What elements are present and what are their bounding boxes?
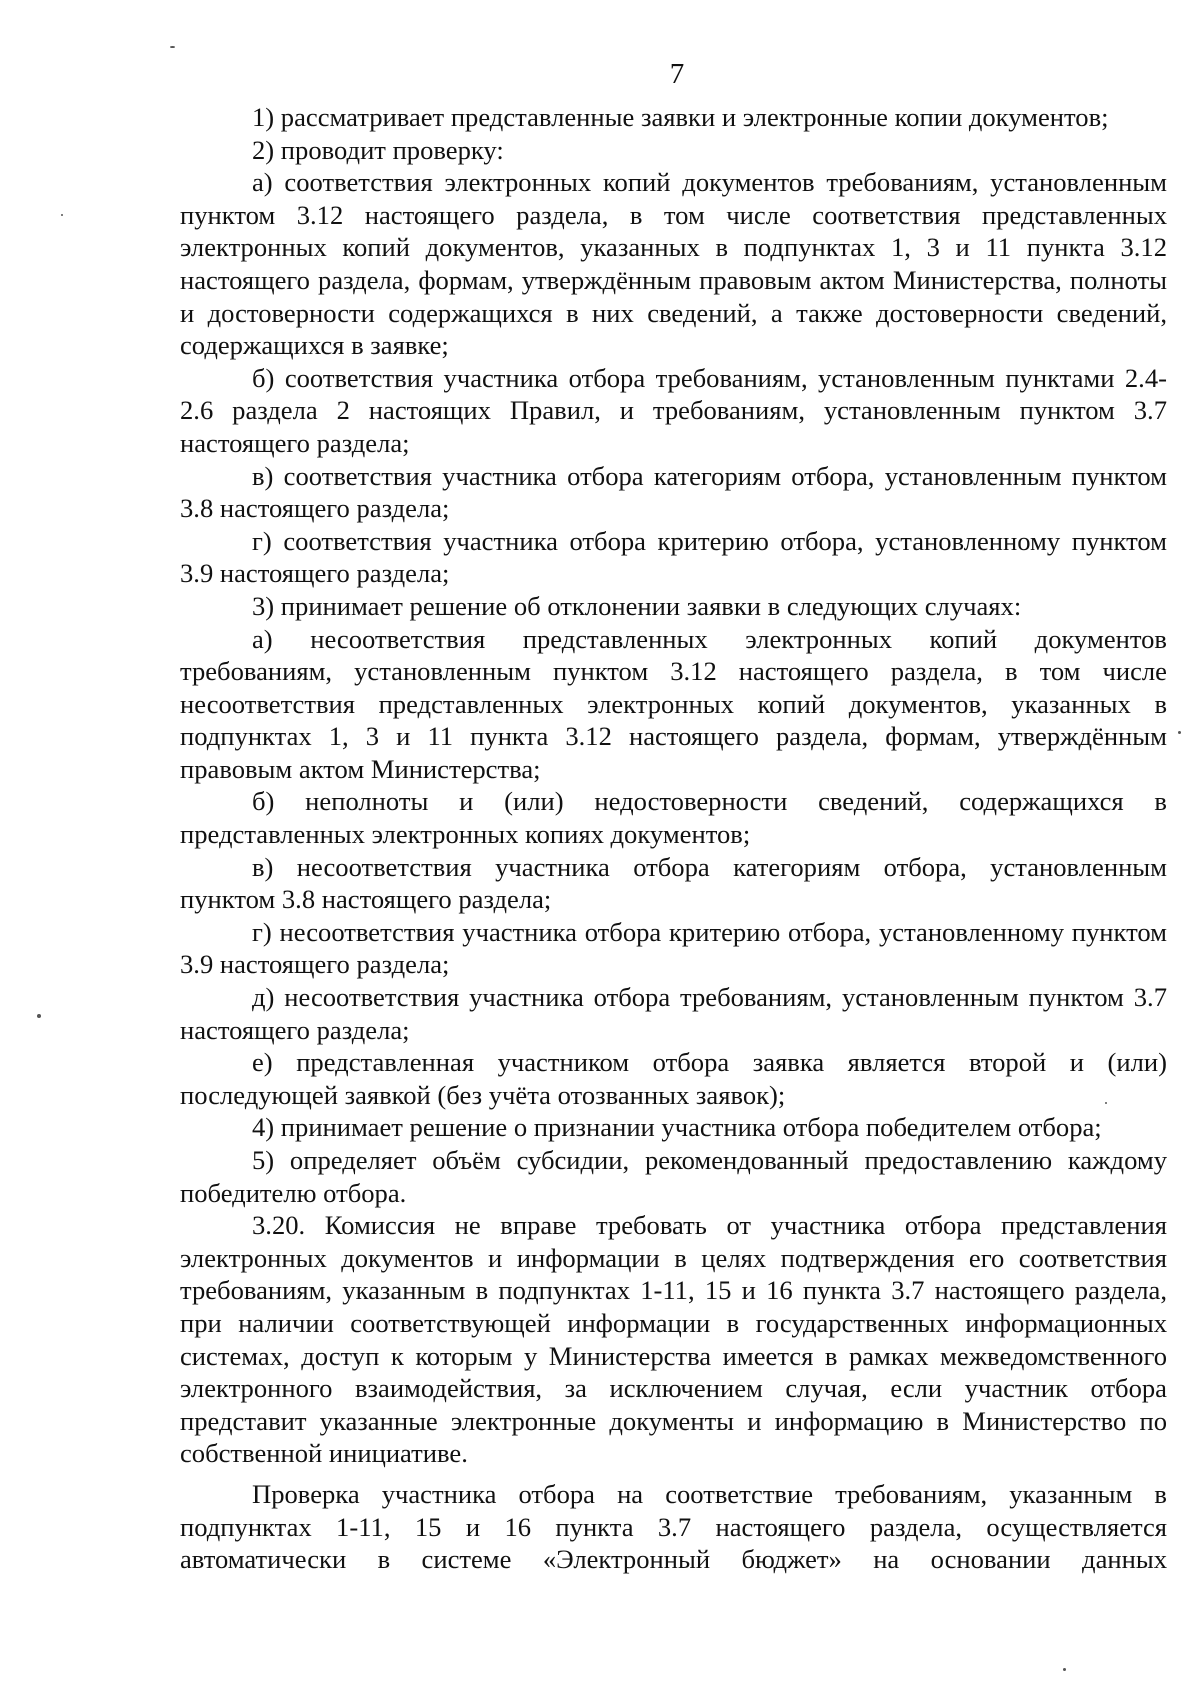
paragraph: в) несоответствия участника отбора категориям отбора, установленным пунктом 3.8 настоящего раздела; — [180, 851, 1167, 915]
paragraph: е) представленная участником отбора заявка является второй и (или) последующей заявкой (без учёта отозванных заявок); — [180, 1047, 1167, 1110]
paragraph: 1) рассматривает представленные заявки и электронные копии документов; — [252, 102, 1109, 132]
paragraph: 2) проводит проверку: — [252, 134, 504, 165]
document-body — [180, 101, 1167, 1576]
paragraph: б) соответствия участника отбора требованиям, установленным пунктами 2.4-2.6 раздела 2 настоящих Правил, и требованиям, установленным пунктом 3.7 настоящего раздела; — [180, 362, 1167, 458]
scan-speck — [1178, 731, 1181, 734]
paragraph: 3) принимает решение об отклонении заявки в следующих случаях: — [252, 590, 1022, 621]
scan-speck — [37, 1014, 41, 1018]
paragraph: г) несоответствия участника отбора критерию отбора, установленному пунктом 3.9 настоящего раздела; — [180, 916, 1167, 980]
paragraph: 3.20. Комиссия не вправе требовать от участника отбора представления электронных документов и информации в целях подтверждения его соответствия требованиям, указанным в подпунктах 1-11, 15 и 16 пункта 3.7 настоящего раздела, при наличии соответствующей информации в государственных информационных системах, доступ к которым у Министерства имеется в рамках межведомственного электронного взаимодействия, за исключением случая, если участник отбора представит указанные электронные документы и информацию в Министерство по собственной инициативе. — [180, 1210, 1167, 1469]
paragraph: а) соответствия электронных копий документов требованиям, установленным пунктом 3.12 настоящего раздела, в том числе соответствия представленных электронных копий документов, указанных в подпунктах 1, 3 и 11 пункта 3.12 настоящего раздела, формам, утверждённым правовым актом Министерства, полноты и достоверности содержащихся в них сведений, а также достоверности сведений, содержащихся в заявке; — [180, 167, 1167, 361]
paragraph: в) соответствия участника отбора категориям отбора, установленным пунктом 3.8 настоящего раздела; — [180, 460, 1167, 524]
paragraph: 5) определяет объём субсидии, рекомендованный предоставлению каждому победителю отбора. — [180, 1145, 1167, 1208]
page-number: 7 — [669, 58, 685, 90]
scan-speck — [1063, 1668, 1066, 1671]
scan-speck — [170, 46, 175, 48]
paragraph: 4) принимает решение о признании участника отбора победителем отбора; — [252, 1112, 1102, 1143]
paragraph: б) неполноты и (или) недостоверности сведений, содержащихся в представленных электронных копиях документов; — [180, 786, 1167, 850]
scan-speck — [61, 214, 63, 216]
paragraph: а) несоответствия представленных электронных копий документов требованиям, установленным пунктом 3.12 настоящего раздела, в том числе несоответствия представленных электронных копий документов, указанных в подпунктах 1, 3 и 11 пункта 3.12 настоящего раздела, формам, утверждённым правовым актом Министерства; — [180, 623, 1167, 784]
scan-speck — [1105, 1102, 1107, 1104]
paragraph: д) несоответствия участника отбора требованиям, установленным пунктом 3.7 настоящего раздела; — [180, 982, 1167, 1045]
paragraph: г) соответствия участника отбора критерию отбора, установленному пунктом 3.9 настоящего раздела; — [180, 525, 1167, 589]
paragraph: Проверка участника отбора на соответствие требованиям, указанным в подпунктах 1-11, 15 и 16 пункта 3.7 настоящего раздела, осуществляется автоматически в системе «Электронный бюджет» на основании данных — [180, 1478, 1167, 1575]
